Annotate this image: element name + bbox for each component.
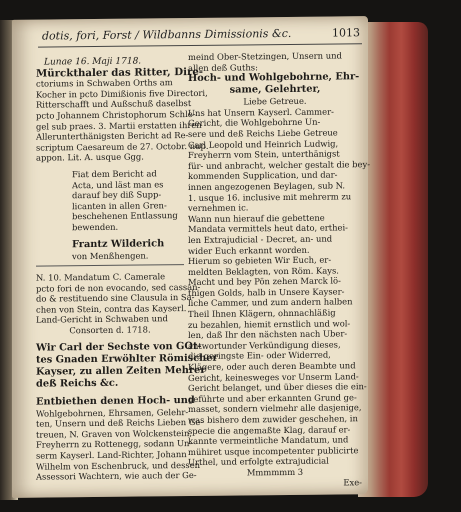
address-line: Hoch- und Wohlgebohrne, Ehr- bbox=[188, 71, 360, 85]
signature-line: Frantz Wilderich bbox=[72, 237, 165, 250]
body-line: Gericht belanget, und über dieses die ein- bbox=[188, 381, 367, 394]
body-line: was bishero dem zuwider geschehen, in bbox=[188, 413, 358, 426]
signature-line: von Menßhengen. bbox=[72, 249, 149, 261]
catchword: Exe- bbox=[343, 476, 362, 487]
para1-line: Kocher in pcto Dimißionis five Directori, bbox=[36, 87, 208, 100]
para2-line: Acta, und läst man es bbox=[72, 178, 164, 190]
para2-line: licanten in allen Gren- bbox=[72, 199, 167, 211]
body-line: masset, sondern vielmehr alle dasjenige, bbox=[188, 402, 362, 415]
para2-line: beschehenen Entlassung bbox=[72, 210, 178, 222]
body-line: 1. usque 16. inclusive mit mehrerm zu bbox=[188, 190, 352, 203]
para4-line: Wilhelm von Eschenbruck, und dessen bbox=[36, 459, 201, 472]
para2-line: darauf bey diß Supp- bbox=[72, 189, 162, 201]
para1-line: scriptum Caesareum de 27. Octobr. nup. bbox=[36, 140, 209, 153]
right-line: meind Ober-Stetzingen, Unsern und bbox=[188, 50, 342, 63]
mandatum-title-line: pcto fori de non evocando, sed cassan- bbox=[36, 281, 201, 294]
address-line: same, Gelehrter, bbox=[229, 83, 321, 96]
para4-line: serm Kayserl. Land-Richter, Johann bbox=[36, 449, 187, 461]
para3-line: Kayser, zu allen Zeiten Mehrer bbox=[36, 364, 206, 378]
body-line: kannte vermeintliche Mandatum, und bbox=[188, 434, 349, 447]
body-line: zu bezahlen, hiemit ernstlich und wol- bbox=[188, 317, 351, 330]
body-line: liche Cammer, und zum andern halben bbox=[188, 296, 353, 309]
body-line: Mandata vermittels heut dato, erthei- bbox=[188, 222, 349, 235]
body-line: len Extrajudicial - Decret, an- und bbox=[188, 233, 333, 245]
body-line: Klägere, oder auch deren Beambte und bbox=[188, 360, 356, 373]
para3-line: tes Gnaden Erwöhlter Römischer bbox=[36, 352, 218, 366]
salutation: Liebe Getreue. bbox=[243, 95, 307, 107]
page-edges-red bbox=[358, 22, 428, 497]
page-number: 1013 bbox=[332, 26, 360, 40]
body-line: Uns hat Unsern Kayserl. Cammer- bbox=[188, 106, 334, 118]
para3-line: Wir Carl der Sechste von GOt- bbox=[36, 340, 202, 354]
para1-line: Allerunterthänigsten Bericht ad Re- bbox=[36, 130, 189, 142]
body-line: Hierum so gebieten Wir Euch, er- bbox=[188, 254, 332, 267]
right-column bbox=[188, 50, 371, 489]
para4-line: Freyherrn zu Rottenegg, sodann Un- bbox=[36, 438, 193, 451]
para4-line: Assessori Wachtern, wie auch der Ge- bbox=[36, 470, 197, 482]
body-line: Gericht, keinesweges vor Unserm Land- bbox=[188, 370, 359, 383]
body-line: Gericht, die Wohlgebohrne Un- bbox=[188, 117, 321, 129]
para2-line: bewenden. bbox=[72, 221, 119, 233]
mandatum-title-line: N. 10. Mandatum C. Camerale bbox=[36, 271, 166, 283]
right-line: allen deß Guths: bbox=[188, 61, 258, 73]
body-line: antwortunder Verkündigung dieses, bbox=[188, 339, 341, 351]
left-column bbox=[36, 56, 218, 482]
section-divider bbox=[36, 264, 184, 267]
body-line: Wann nun hierauf die gebettene bbox=[188, 212, 325, 224]
body-line: len, daß Ihr den nächsten nach Uber- bbox=[188, 328, 348, 341]
signature-mark: Mmmmmm 3 bbox=[246, 466, 304, 478]
mandatum-title-line: chen von Stein, contra das Kayserl. bbox=[36, 302, 187, 315]
para1-line: appon. Lit. A. usque Ggg. bbox=[36, 151, 144, 163]
mandatum-title-line: do & restituendo sine Clausula in Sa- bbox=[36, 292, 195, 304]
body-line: Macht und bey Pön zehen Marck lö- bbox=[188, 275, 341, 288]
body-line: wider Euch erkannt worden. bbox=[188, 244, 310, 256]
running-header bbox=[42, 24, 362, 45]
header-title: dotis, fori, Forst / Wildbanns Dimissionis &c. bbox=[42, 26, 292, 43]
mandatum-title-line: Consorten d. 1718. bbox=[69, 324, 151, 336]
para1-line: Ritterschafft und Außschuß daselbst bbox=[36, 98, 192, 110]
body-line: geführte und aber erkannten Grund ge- bbox=[188, 392, 357, 404]
body-line: meldten Beklagten, von Röm. Kays. bbox=[188, 265, 339, 277]
body-line: kommenden Supplication, und dar- bbox=[188, 169, 338, 182]
body-line: Carl Leopold und Heinrich Ludwig, bbox=[188, 138, 339, 150]
para3-line: deß Reichs &c. bbox=[36, 377, 119, 390]
para4-line: Entbiethen denen Hoch- und bbox=[36, 394, 195, 408]
para1-line: Mürckthaler das Ritter, Dire- bbox=[36, 65, 204, 80]
para1-line: ctoriums in Schwaben Orths am bbox=[36, 77, 173, 89]
body-line: sere und deß Reichs Liebe Getreue bbox=[188, 127, 338, 139]
body-line: thigen Golds, halb in Unsere Kayser- bbox=[188, 286, 345, 298]
mandatum-title-line: Land-Gericht in Schwaben und bbox=[36, 313, 168, 326]
body-line: specie die angemaßte Klag, darauf er- bbox=[188, 423, 351, 436]
body-line: innen angezogenen Beylagen, sub N. bbox=[188, 180, 346, 192]
para1-line: pcto Johannem Christophorum Schle- bbox=[36, 108, 196, 121]
para4-line: treuen, N. Graven von Wolckenstein, bbox=[36, 427, 192, 440]
body-line: Urthel, und erfolgte extrajudicial bbox=[188, 455, 329, 468]
body-line: vernehmen ic. bbox=[188, 202, 249, 214]
para2-line: Fiat dem Bericht ad bbox=[72, 168, 157, 180]
body-line: die geringste Ein- oder Widerred, bbox=[188, 349, 331, 362]
body-line: Theil Ihnen Klägern, ohnnachläßig bbox=[188, 307, 336, 320]
body-line: für- und anbracht, welcher gestalt die bey- bbox=[188, 158, 371, 171]
book-page bbox=[12, 16, 371, 498]
para1-line: gel sub praes. 3. Martii erstatten ihren bbox=[36, 119, 202, 132]
para4-line: ten, Unsern und deß Reichs Lieben Ge- bbox=[36, 417, 204, 429]
body-line: Freyherrn vom Stein, unterthänigst bbox=[188, 148, 340, 161]
body-line: mühiret usque incompetenter publicirte bbox=[188, 445, 359, 457]
date-line: Lunae 16. Maji 1718. bbox=[44, 56, 142, 68]
para4-line: Wohlgebohrnen, Ehrsamen, Gelehr- bbox=[36, 406, 189, 419]
